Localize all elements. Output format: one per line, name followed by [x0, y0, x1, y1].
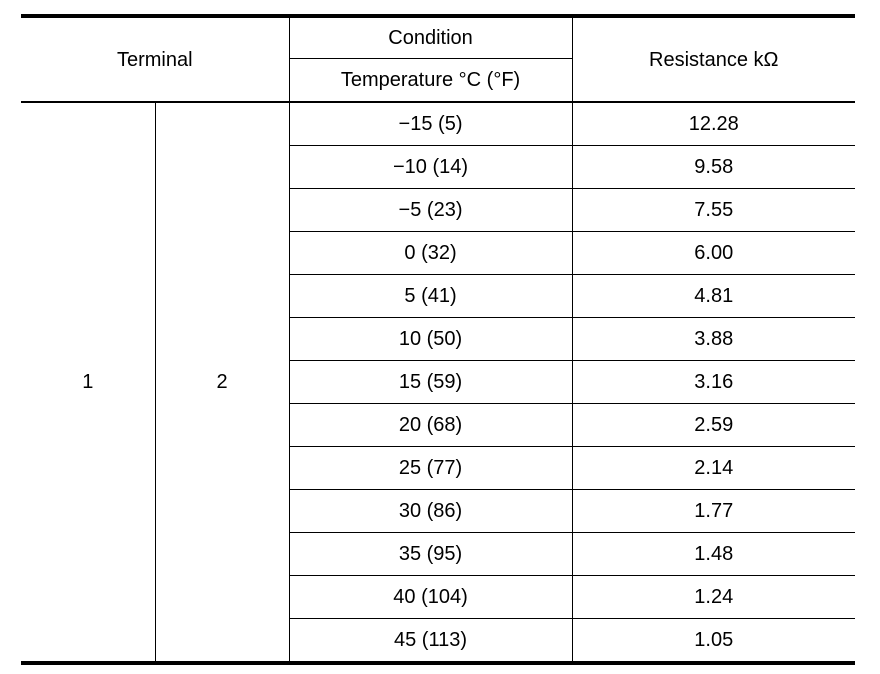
terminal-header: Terminal	[21, 16, 289, 102]
resistance-cell: 2.14	[572, 447, 855, 490]
temperature-cell: 40 (104)	[289, 576, 572, 619]
resistance-cell: 2.59	[572, 404, 855, 447]
table-header	[21, 16, 855, 102]
resistance-cell: 1.77	[572, 490, 855, 533]
temperature-cell: −15 (5)	[289, 102, 572, 146]
resistance-cell: 6.00	[572, 232, 855, 275]
table-row	[21, 102, 855, 146]
resistance-header: Resistance kΩ	[572, 16, 855, 102]
temperature-cell: 25 (77)	[289, 447, 572, 490]
resistance-cell: 3.88	[572, 318, 855, 361]
temperature-cell: 10 (50)	[289, 318, 572, 361]
terminal-2-cell: 2	[155, 102, 289, 663]
header-row	[21, 16, 855, 59]
resistance-cell: 4.81	[572, 275, 855, 318]
resistance-table	[21, 14, 855, 665]
condition-header: Condition	[289, 16, 572, 59]
resistance-cell: 9.58	[572, 146, 855, 189]
terminal-1-cell: 1	[21, 102, 155, 663]
table-body	[21, 102, 855, 663]
temperature-header: Temperature °C (°F)	[289, 59, 572, 103]
resistance-cell: 1.05	[572, 619, 855, 664]
temperature-cell: 35 (95)	[289, 533, 572, 576]
temperature-cell: 5 (41)	[289, 275, 572, 318]
temperature-cell: −5 (23)	[289, 189, 572, 232]
resistance-cell: 7.55	[572, 189, 855, 232]
temperature-cell: 45 (113)	[289, 619, 572, 664]
temperature-cell: 20 (68)	[289, 404, 572, 447]
resistance-cell: 1.48	[572, 533, 855, 576]
resistance-cell: 12.28	[572, 102, 855, 146]
temperature-cell: 30 (86)	[289, 490, 572, 533]
temperature-cell: 0 (32)	[289, 232, 572, 275]
resistance-cell: 1.24	[572, 576, 855, 619]
temperature-cell: −10 (14)	[289, 146, 572, 189]
resistance-cell: 3.16	[572, 361, 855, 404]
temperature-cell: 15 (59)	[289, 361, 572, 404]
